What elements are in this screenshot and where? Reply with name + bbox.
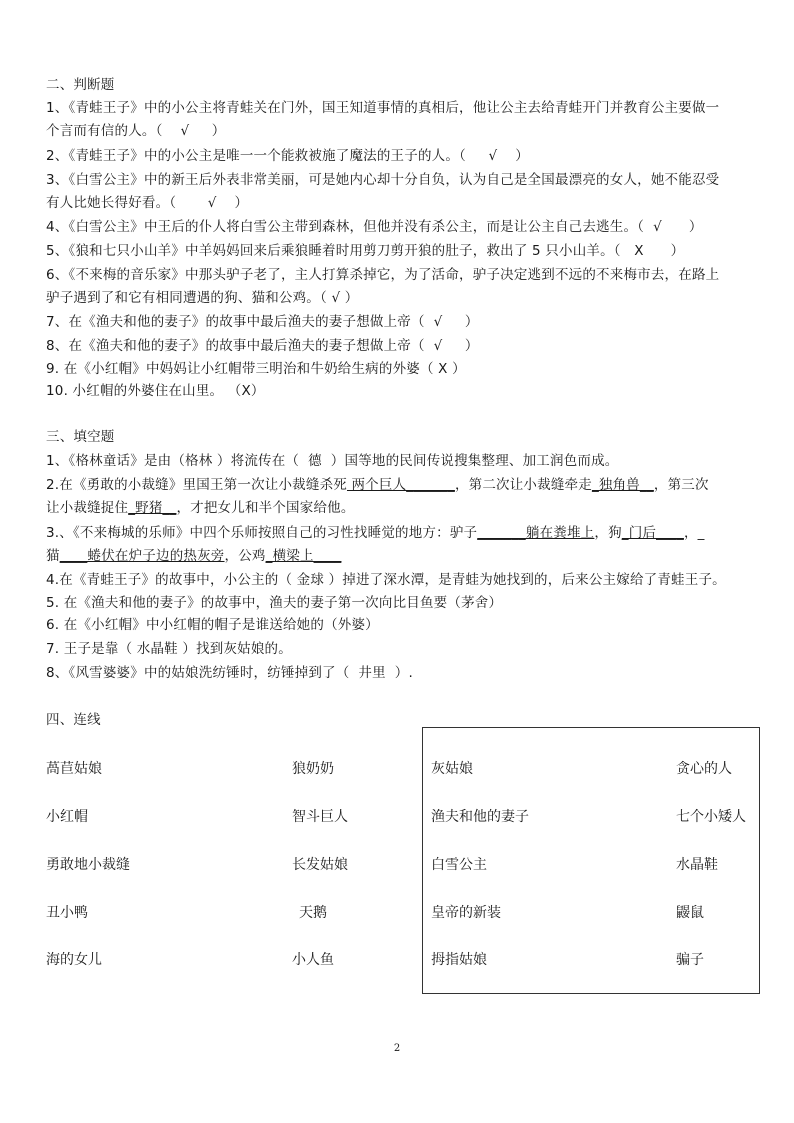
section-heading-judge: 二、判断题 bbox=[46, 77, 115, 93]
section-heading-fill: 三、填空题 bbox=[46, 429, 115, 445]
fill-answer: 两个巨人_______ bbox=[346, 477, 455, 493]
fill-text: ，_ bbox=[683, 525, 705, 541]
match-left-b-2: 智斗巨人 bbox=[292, 809, 348, 825]
match-right-a-2: 渔夫和他的妻子 bbox=[431, 809, 529, 825]
judge-question-3-line-1: 3、《白雪公主》中的新王后外表非常美丽，可是她内心却十分自负，认为自己是全国最漂亮的女人，她不能忍受 bbox=[46, 172, 720, 188]
fill-text: ，才把女儿和半个国家给他。 bbox=[176, 500, 355, 516]
page-number: 2 bbox=[393, 1043, 401, 1054]
match-left-a-5: 海的女儿 bbox=[46, 952, 102, 968]
fill-question-3-line-1 bbox=[46, 524, 705, 542]
judge-question-1-line-1: 1、《青蛙王子》中的小公主将青蛙关在门外，国王知道事情的真相后，他让公主去给青蛙开门并教育公主要做一 bbox=[46, 100, 720, 116]
judge-question-5: 5、《狼和七只小山羊》中羊妈妈回来后乘狼睡着时用剪刀剪开狼的肚子，救出了 5 只小山羊。（ X ） bbox=[46, 243, 685, 259]
judge-question-4: 4、《白雪公主》中王后的仆人将白雪公主带到森林，但他并没有杀公主，而是让公主自己去逃生。（ √ ） bbox=[46, 219, 703, 235]
fill-text: 让小裁缝捉住 bbox=[46, 500, 129, 516]
judge-question-3-line-2: 有人比她长得好看。（ √ ） bbox=[46, 195, 249, 211]
fill-answer: ____蜷伏在炉子边的热灰旁 bbox=[59, 548, 225, 564]
match-right-a-5: 拇指姑娘 bbox=[431, 952, 487, 968]
judge-question-7: 7、在《渔夫和他的妻子》的故事中最后渔夫的妻子想做上帝（ √ ） bbox=[46, 314, 479, 330]
match-left-b-1: 狼奶奶 bbox=[292, 761, 334, 777]
judge-question-1-line-2: 个言而有信的人。（ √ ） bbox=[46, 123, 226, 139]
match-left-b-4: 天鹅 bbox=[299, 905, 327, 921]
fill-answer: _门后____ bbox=[621, 525, 684, 541]
match-left-a-2: 小红帽 bbox=[46, 809, 88, 825]
match-left-a-4: 丑小鸭 bbox=[46, 905, 88, 921]
judge-question-10: 10. 小红帽的外婆住在山里。 （X） bbox=[46, 383, 265, 399]
fill-question-6: 6. 在《小红帽》中小红帽的帽子是谁送给她的（外婆） bbox=[46, 617, 379, 633]
fill-text: ，公鸡 bbox=[224, 548, 266, 564]
judge-question-9: 9. 在《小红帽》中妈妈让小红帽带三明治和牛奶给生病的外婆（ X ） bbox=[46, 361, 466, 377]
match-right-b-1: 贪心的人 bbox=[676, 761, 732, 777]
fill-question-3-line-2 bbox=[46, 547, 341, 565]
match-right-a-1: 灰姑娘 bbox=[431, 761, 473, 777]
fill-text: ，第二次让小裁缝牵走 bbox=[454, 477, 592, 493]
match-left-a-3: 勇敢地小裁缝 bbox=[46, 857, 130, 873]
judge-question-6-line-1: 6、《不来梅的音乐家》中那头驴子老了，主人打算杀掉它，为了活命，驴子决定逃到不远的不来梅市去，在路上 bbox=[46, 267, 720, 283]
match-left-b-5: 小人鱼 bbox=[292, 952, 334, 968]
fill-text: ，狗 bbox=[594, 525, 622, 541]
fill-answer: _独角兽__ bbox=[591, 477, 654, 493]
match-right-b-5: 骗子 bbox=[676, 952, 704, 968]
match-right-b-2: 七个小矮人 bbox=[676, 809, 746, 825]
fill-answer: _______躺在粪堆上 bbox=[477, 525, 595, 541]
fill-question-2-line-2 bbox=[46, 499, 355, 517]
judge-question-6-line-2: 驴子遇到了和它有相同遭遇的狗、猫和公鸡。（ √ ） bbox=[46, 290, 359, 306]
judge-question-2: 2、《青蛙王子》中的小公主是唯一一个能救被施了魔法的王子的人。（ √ ） bbox=[46, 148, 529, 164]
section-heading-match: 四、连线 bbox=[46, 712, 101, 728]
fill-text: 2.在《勇敢的小裁缝》里国王第一次让小裁缝杀死 bbox=[46, 477, 347, 493]
fill-text: 3.、《不来梅城的乐师》中四个乐师按照自己的习性找睡觉的地方：驴子 bbox=[46, 525, 478, 541]
match-right-a-3: 白雪公主 bbox=[431, 857, 487, 873]
judge-question-8: 8、在《渔夫和他的妻子》的故事中最后渔夫的妻子想做上帝（ √ ） bbox=[46, 338, 479, 354]
fill-answer: _横梁上____ bbox=[265, 548, 342, 564]
fill-text: ，第三次 bbox=[653, 477, 709, 493]
fill-question-2-line-1 bbox=[46, 476, 709, 494]
fill-answer: _野猪__ bbox=[128, 500, 177, 516]
match-right-b-3: 水晶鞋 bbox=[676, 857, 718, 873]
match-right-b-4: 鼹鼠 bbox=[676, 905, 704, 921]
fill-question-7: 7. 王子是靠（ 水晶鞋 ）找到灰姑娘的。 bbox=[46, 641, 292, 657]
match-left-b-3: 长发姑娘 bbox=[292, 857, 348, 873]
fill-question-5: 5. 在《渔夫和他的妻子》的故事中，渔夫的妻子第一次向比目鱼要（茅舍） bbox=[46, 595, 503, 611]
match-left-a-1: 萵苣姑娘 bbox=[46, 761, 102, 777]
fill-question-1: 1、《格林童话》是由（格林 ）将流传在（ 德 ）国等地的民间传说搜集整理、加工润色而成。 bbox=[46, 453, 619, 469]
fill-question-8: 8、《风雪婆婆》中的姑娘洗纺锤时，纺锤掉到了（ 井里 ）. bbox=[46, 665, 413, 681]
match-right-a-4: 皇帝的新装 bbox=[431, 905, 501, 921]
fill-text: 猫 bbox=[46, 548, 60, 564]
fill-question-4: 4.在《青蛙王子》的故事中，小公主的（ 金球 ）掉进了深水潭，是青蛙为她找到的，后来公主嫁给了青蛙王子。 bbox=[46, 572, 726, 588]
